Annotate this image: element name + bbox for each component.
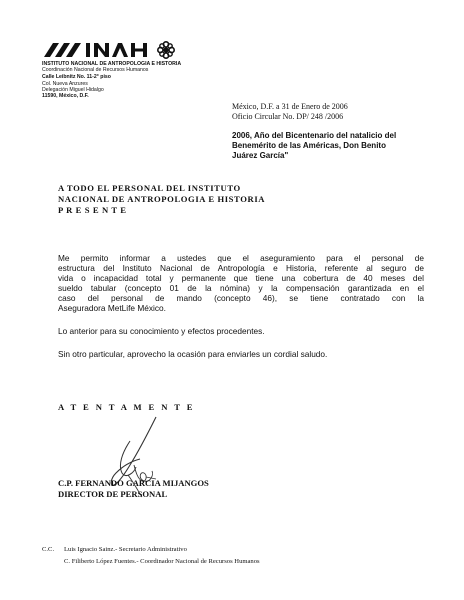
- recipient-line: A TODO EL PERSONAL DEL INSTITUTO: [58, 183, 241, 193]
- address-line: Delegación Miguel Hidalgo: [42, 87, 104, 93]
- body-paragraph: Lo anterior para su conocimiento y efectos procedentes.: [58, 326, 265, 336]
- body-paragraph: Sin otro particular, aprovecho la ocasión para enviarles un cordial saludo.: [58, 349, 328, 359]
- circular-number: Oficio Circular No. DP/ 248 /2006: [232, 112, 344, 121]
- signer-title: DIRECTOR DE PERSONAL: [58, 489, 168, 499]
- address-line: 11590, México, D.F.: [42, 93, 89, 99]
- year-motto-line: 2006, Año del Bicentenario del natalicio del: [232, 131, 397, 140]
- department-name: Coordinación Nacional de Recursos Humanos: [42, 67, 149, 73]
- year-motto-line: Juárez García": [232, 151, 289, 160]
- place-date: México, D.F. a 31 de Enero de 2006: [232, 102, 348, 111]
- body-line: Aseguradora MetLife México.: [58, 303, 166, 313]
- cc-label: C.C.: [42, 546, 55, 553]
- cc-line: C. Filiberto López Fuentes.- Coordinador Nacional de Recursos Humanos: [64, 558, 260, 565]
- recipient-line: P R E S E N T E: [58, 205, 127, 215]
- signer-name: C.P. FERNANDO GARCIA MIJANGOS: [58, 478, 209, 488]
- address-line: Calle Leibnitz No. 11-2° piso: [42, 74, 111, 80]
- recipient-line: NACIONAL DE ANTROPOLOGIA E HISTORIA: [58, 194, 266, 204]
- body-line: estructura del Instituto Nacional de Antropología e Historia, referente al seguro de: [58, 263, 424, 273]
- address-line: Col. Nueva Anzures: [42, 81, 88, 87]
- body-line: sueldo tabular (concepto 01 de la nómina) y la compensación garantizada en el: [58, 283, 424, 293]
- closing-salutation: A T E N T A M E N T E: [58, 402, 195, 412]
- body-line: Me permito informar a ustedes que el aseguramiento para el personal de: [58, 253, 424, 263]
- year-motto-line: Benemérito de las Américas, Don Benito: [232, 141, 386, 150]
- body-line: caso del personal de mando (concepto 46), se tiene contratado con la: [58, 293, 424, 303]
- cc-line: Luis Ignacio Sainz.- Secretario Administrativo: [64, 546, 187, 553]
- body-line: vida o incapacidad total y permanente que tiene una cobertura de 40 meses del: [58, 273, 424, 283]
- body-paragraph: [58, 253, 424, 313]
- institution-name: INSTITUTO NACIONAL DE ANTROPOLOGIA E HISTORIA: [42, 61, 182, 67]
- inah-logo: [42, 40, 192, 60]
